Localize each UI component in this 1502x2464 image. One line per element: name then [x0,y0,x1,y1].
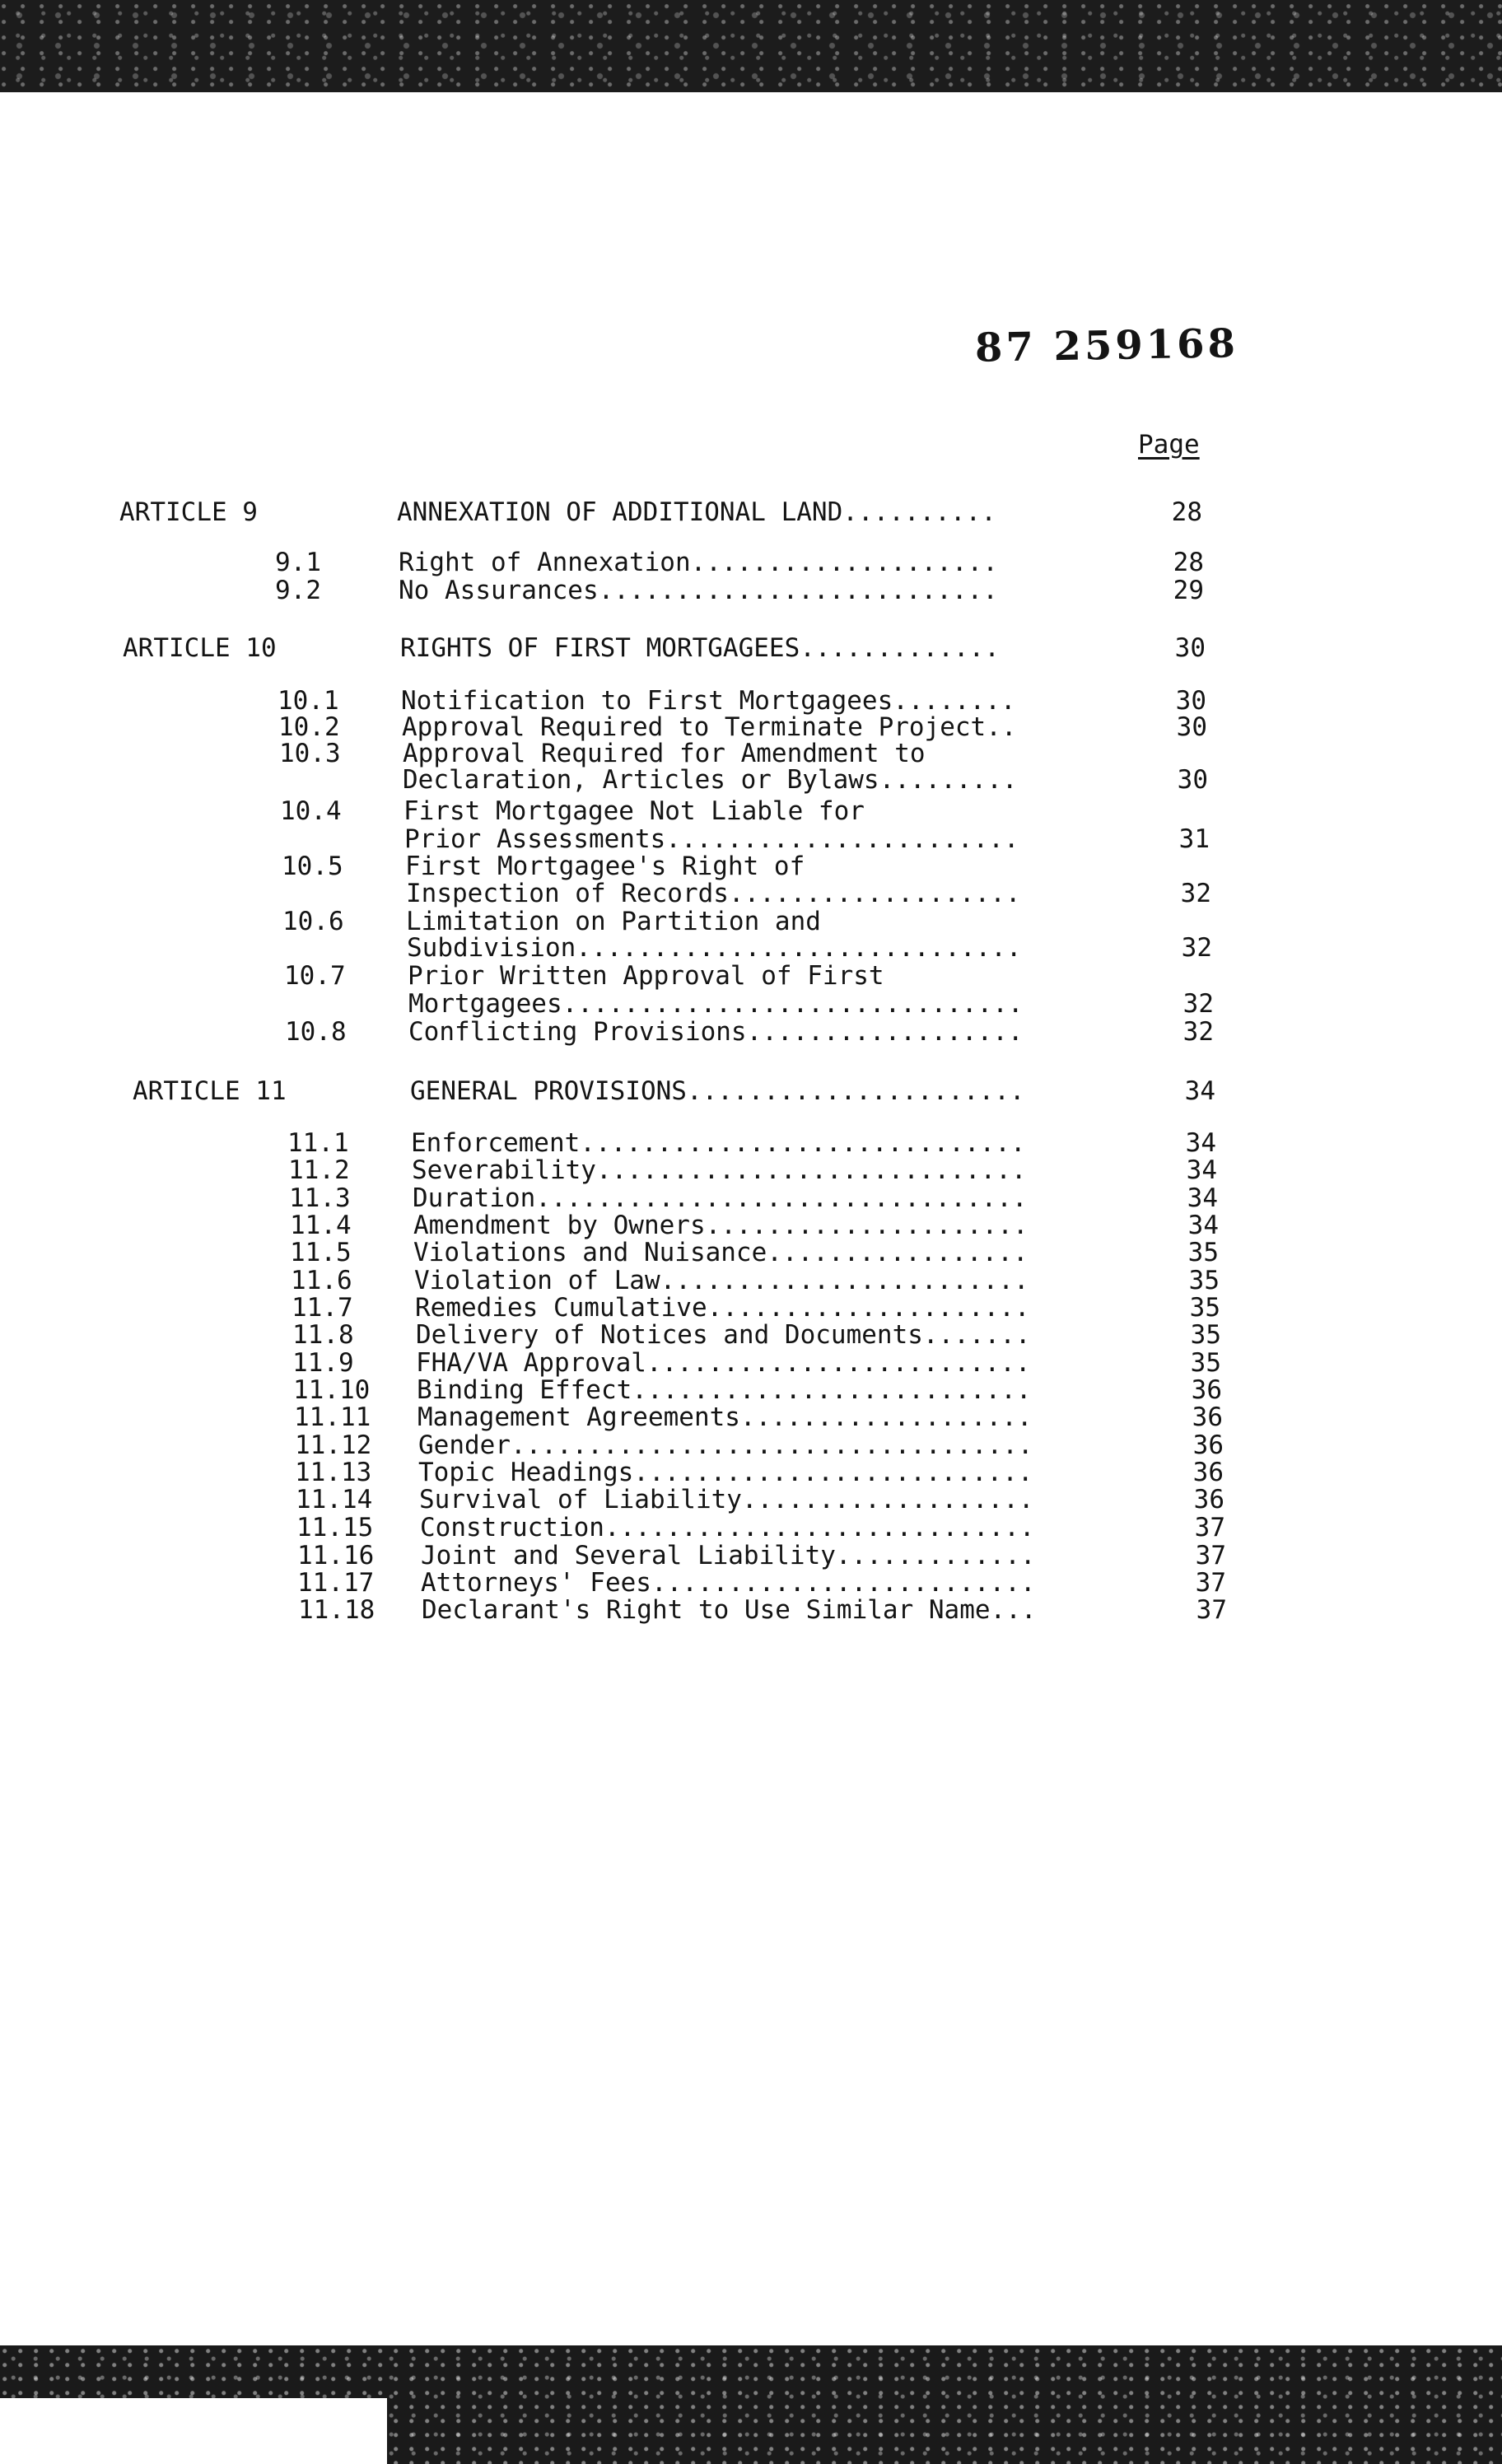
section-number: 11.5 [290,1238,352,1267]
article-title: ANNEXATION OF ADDITIONAL LAND.......... [397,497,996,527]
section-title: Remedies Cumulative..................... [415,1293,1030,1323]
section-number: 11.14 [296,1485,373,1514]
page-number: 37 [1195,1568,1226,1598]
section-title: No Assurances.......................... [399,576,998,605]
section-title: First Mortgagee's Right of [405,852,805,881]
page-number: 36 [1191,1375,1222,1405]
section-title: Topic Headings.......................... [418,1458,1033,1487]
section-title: FHA/VA Approval......................... [416,1348,1031,1378]
section-title: Mortgagees.............................. [408,989,1024,1019]
page-number: 30 [1175,686,1206,716]
section-number: 10.3 [279,739,341,768]
section-title: Construction............................ [420,1513,1035,1542]
section-number: 11.9 [292,1348,354,1378]
page-number: 37 [1194,1513,1225,1542]
section-number: 10.8 [285,1017,347,1047]
section-title: Inspection of Records................... [406,879,1021,908]
page-number: 35 [1187,1238,1219,1267]
page-number: 36 [1193,1485,1224,1514]
section-number: 11.13 [295,1458,372,1487]
section-title: Violation of Law........................ [414,1266,1029,1295]
section-title: Attorneys' Fees......................... [421,1568,1036,1598]
page-number: 35 [1189,1293,1220,1323]
section-number: 11.4 [290,1211,352,1240]
toc-article-row [0,633,1502,665]
page-number: 30 [1177,765,1208,795]
section-title: Subdivision............................. [407,933,1022,963]
page-number: 36 [1192,1430,1224,1460]
section-number: 11.7 [292,1293,353,1323]
toc-section-row [0,765,1502,797]
section-number: 11.8 [292,1320,354,1350]
page-number: 36 [1192,1458,1224,1487]
page-number: 34 [1186,1155,1217,1185]
article-number: ARTICLE 11 [133,1076,287,1106]
page-number: 36 [1192,1402,1223,1432]
page-number: 32 [1182,989,1214,1019]
page-number: 35 [1190,1348,1221,1378]
section-number: 11.18 [298,1595,376,1625]
section-number: 11.11 [294,1402,371,1432]
section-number: 11.6 [291,1266,352,1295]
document-number: 87 259168 [974,320,1239,371]
section-title: Prior Assessments....................... [404,824,1019,854]
page-number: 34 [1187,1183,1218,1213]
toc-article-row [0,497,1502,530]
section-title: Approval Required to Terminate Project.. [402,712,1017,742]
section-title: Delivery of Notices and Documents....... [416,1320,1031,1350]
section-number: 11.1 [287,1128,349,1158]
section-number: 10.4 [280,796,342,826]
toc-section-row [0,578,1502,608]
section-title: Violations and Nuisance................. [413,1238,1029,1267]
section-title: Conflicting Provisions.................. [408,1017,1024,1047]
section-number: 11.17 [297,1568,375,1598]
section-title: Prior Written Approval of First [408,961,884,991]
section-title: Notification to First Mortgagees........ [401,686,1016,716]
section-number: 10.1 [278,686,339,716]
toc-section-row [0,1595,1502,1627]
section-title: Right of Annexation.................... [399,548,998,577]
section-title: Management Agreements................... [417,1402,1033,1432]
section-title: Declaration, Articles or Bylaws......... [403,765,1018,795]
section-number: 11.12 [295,1430,372,1460]
page-number: 34 [1184,1076,1215,1106]
page-number: 34 [1185,1128,1216,1158]
section-number: 9.1 [275,548,321,577]
section-title: Limitation on Partition and [406,907,821,936]
article-title: GENERAL PROVISIONS...................... [410,1076,1025,1106]
section-title: Enforcement............................. [411,1128,1026,1158]
page-number: 32 [1182,1017,1214,1047]
section-number: 9.2 [275,576,321,605]
section-number: 10.2 [278,712,340,742]
page-number: 31 [1178,824,1210,854]
page-number: 32 [1181,933,1212,963]
page-column-heading: Page [1138,430,1200,460]
section-number: 11.10 [293,1375,371,1405]
article-number: ARTICLE 10 [123,633,277,663]
page-number: 32 [1180,879,1211,908]
page-number: 37 [1195,1541,1226,1570]
toc-article-row [0,1076,1502,1108]
section-number: 11.2 [288,1155,350,1185]
page-number: 37 [1196,1595,1227,1625]
section-title: Joint and Several Liability............. [421,1541,1036,1570]
section-title: Gender.................................. [418,1430,1033,1460]
section-title: Survival of Liability................... [419,1485,1034,1514]
section-number: 10.5 [282,852,343,881]
article-number: ARTICLE 9 [119,497,258,527]
page-number: 35 [1190,1320,1221,1350]
section-title: Severability............................ [412,1155,1027,1185]
scan-border-top [0,0,1502,92]
section-title: Amendment by Owners..................... [413,1211,1029,1240]
section-number: 11.3 [289,1183,351,1213]
section-number: 10.7 [284,961,346,991]
section-title: Declarant's Right to Use Similar Name... [422,1595,1037,1625]
page-number: 29 [1173,576,1204,605]
scan-border-tab [0,2398,387,2464]
page-number: 34 [1187,1211,1219,1240]
section-number: 11.15 [296,1513,374,1542]
page-number: 30 [1176,712,1207,742]
section-title: Approval Required for Amendment to [403,739,926,768]
toc-section-row [0,1017,1502,1049]
section-number: 10.6 [282,907,344,936]
article-title: RIGHTS OF FIRST MORTGAGEES............. [400,633,1000,663]
page-number: 28 [1173,548,1204,577]
section-title: Duration................................ [413,1183,1028,1213]
page-number: 35 [1188,1266,1220,1295]
section-title: First Mortgagee Not Liable for [403,796,865,826]
page-number: 30 [1174,633,1206,663]
section-number: 11.16 [297,1541,375,1570]
page-number: 28 [1171,497,1202,527]
section-title: Binding Effect.......................... [417,1375,1032,1405]
